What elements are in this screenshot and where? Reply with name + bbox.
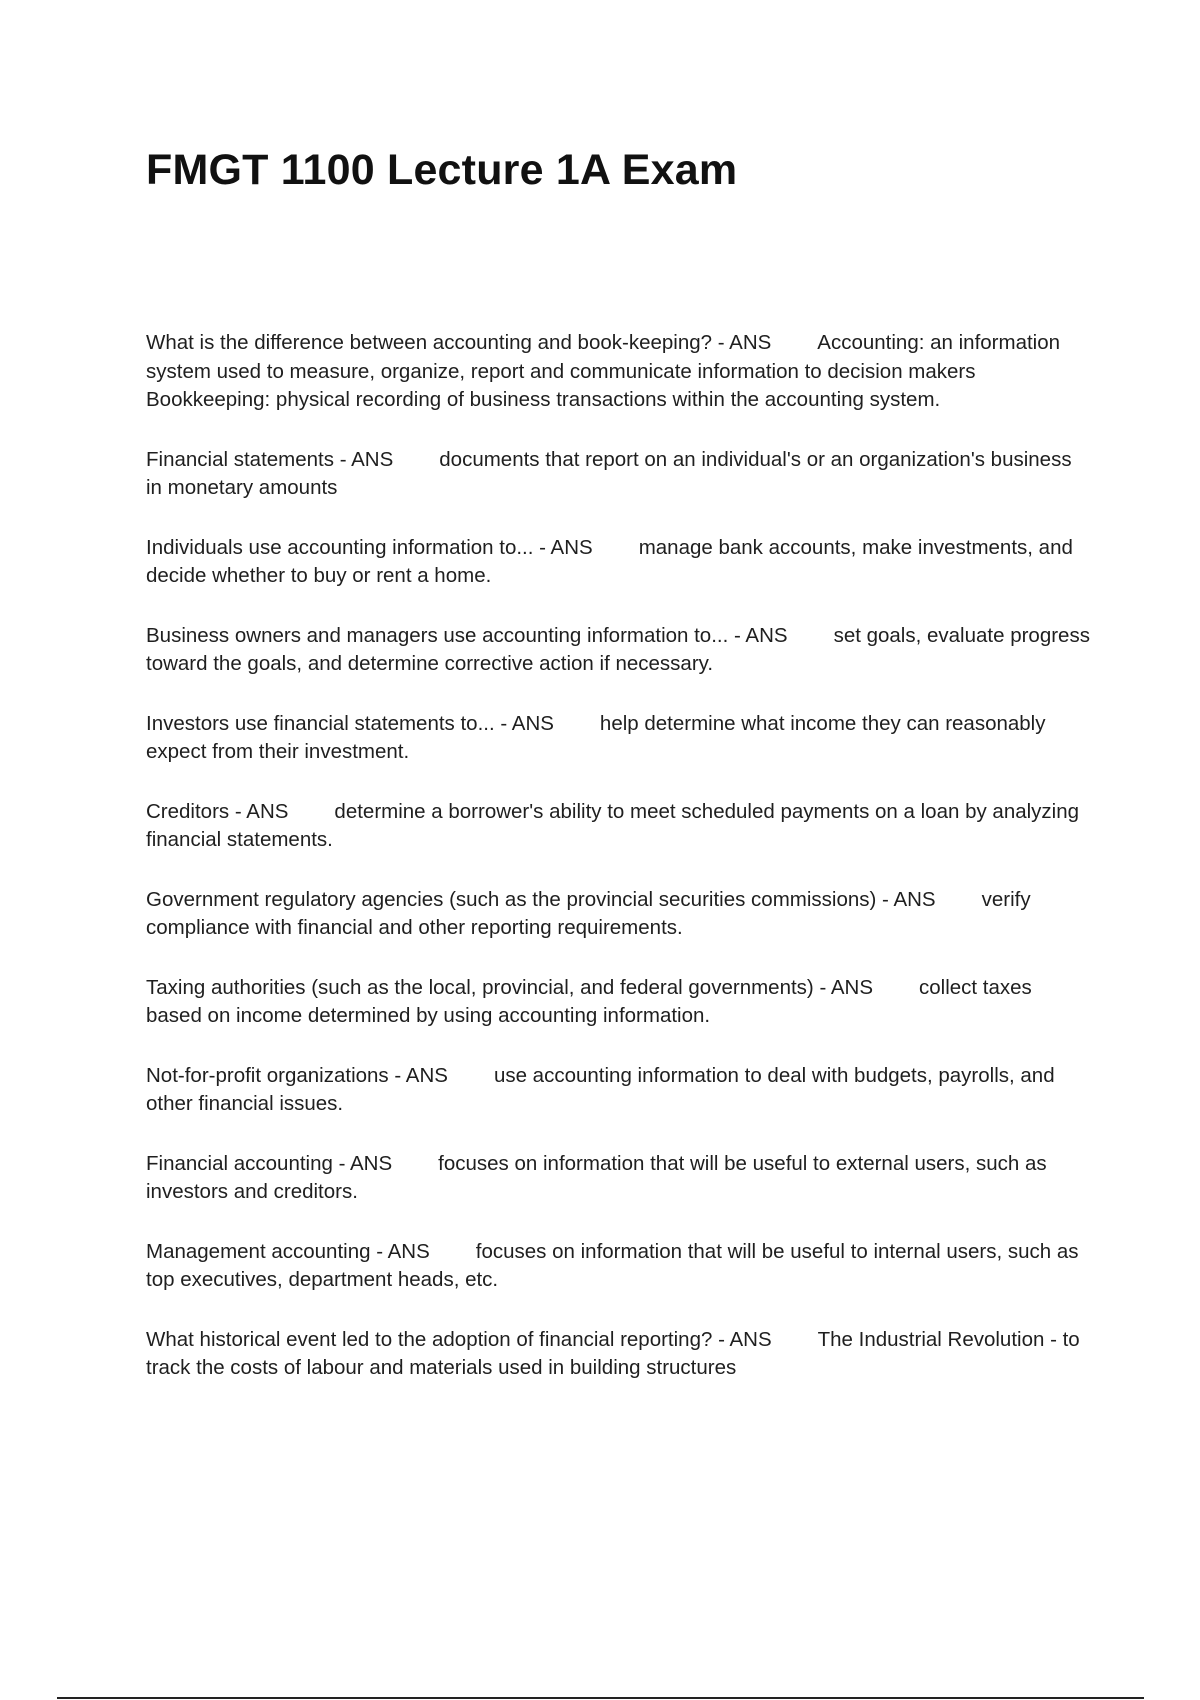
qa-item [146,534,1092,591]
answer-text: Accounting: an information system used to measure, organize, report and communicate information to decision makers [146,331,1061,383]
question-text: Individuals use accounting information to... [146,535,534,559]
question-text: Management accounting [146,1239,371,1263]
separator: - [813,975,831,999]
answer-text: The Industrial Revolution - to track the costs of labour and materials used in building structures [146,1327,1080,1379]
ans-label: ANS [729,1327,772,1351]
separator: - [229,799,247,823]
answer-text: manage bank accounts, make investments, and decide whether to buy or rent a home. [146,535,1073,587]
footer-divider [57,1697,1144,1699]
ans-label: ANS [350,1151,393,1175]
separator: - [334,447,352,471]
separator: - [388,1063,406,1087]
answer-text: help determine what income they can reasonably expect from their investment. [146,711,1046,763]
separator: - [876,887,894,911]
qa-item [146,329,1092,415]
question-text: Financial accounting [146,1151,333,1175]
question-text: What historical event led to the adoption of financial reporting? [146,1327,713,1351]
qa-item [146,710,1092,767]
ans-label: ANS [387,1239,430,1263]
question-text: What is the difference between accounting and book-keeping? [146,331,713,354]
qa-item [146,1062,1092,1119]
ans-label: ANS [893,887,936,911]
question-text: Financial statements [146,447,335,471]
ans-label: ANS [511,711,554,735]
answer-text: collect taxes based on income determined by using accounting information. [146,975,1032,1027]
separator: - [332,1151,350,1175]
separator: - [494,711,512,735]
qa-item [146,974,1092,1031]
qa-item [146,622,1092,679]
ans-label: ANS [550,535,593,559]
ans-label: ANS [246,799,289,823]
separator: - [712,1327,730,1351]
answer-text: focuses on information that will be useful to external users, such as investors and creditors. [146,1151,1047,1203]
ans-label: ANS [405,1063,448,1087]
answer-extra-text: Bookkeeping: physical recording of business transactions within the accounting system. [146,388,941,411]
qa-item [146,1238,1092,1295]
ans-label: ANS [729,331,772,354]
answer-text: documents that report on an individual's or an organization's business in monetary amounts [146,447,1072,499]
qa-item [146,798,1092,855]
question-text: Creditors [146,799,230,823]
answer-text: verify compliance with financial and other reporting requirements. [146,887,1031,939]
separator: - [370,1239,388,1263]
question-text: Not-for-profit organizations [146,1063,389,1087]
question-text: Government regulatory agencies (such as the provincial securities commissions) [146,887,877,911]
qa-item [146,446,1092,503]
qa-list [146,329,1092,1414]
separator: - [533,535,551,559]
question-text: Taxing authorities (such as the local, provincial, and federal governments) [146,975,814,999]
answer-text: use accounting information to deal with budgets, payrolls, and other financial issues. [146,1063,1055,1115]
answer-text: set goals, evaluate progress toward the goals, and determine corrective action if necessary. [146,623,1090,675]
ans-label: ANS [745,623,788,647]
answer-text: focuses on information that will be useful to internal users, such as top executives, department heads, etc. [146,1239,1079,1291]
qa-item [146,1326,1092,1383]
ans-label: ANS [351,447,394,471]
qa-item [146,1150,1092,1207]
qa-item [146,886,1092,943]
question-text: Investors use financial statements to... [146,711,495,735]
page-title: FMGT 1100 Lecture 1A Exam [146,146,738,194]
separator: - [728,623,746,647]
answer-text: determine a borrower's ability to meet scheduled payments on a loan by analyzing financial statements. [146,799,1080,851]
question-text: Business owners and managers use accounting information to... [146,623,729,647]
separator: - [712,331,730,354]
ans-label: ANS [830,975,873,999]
